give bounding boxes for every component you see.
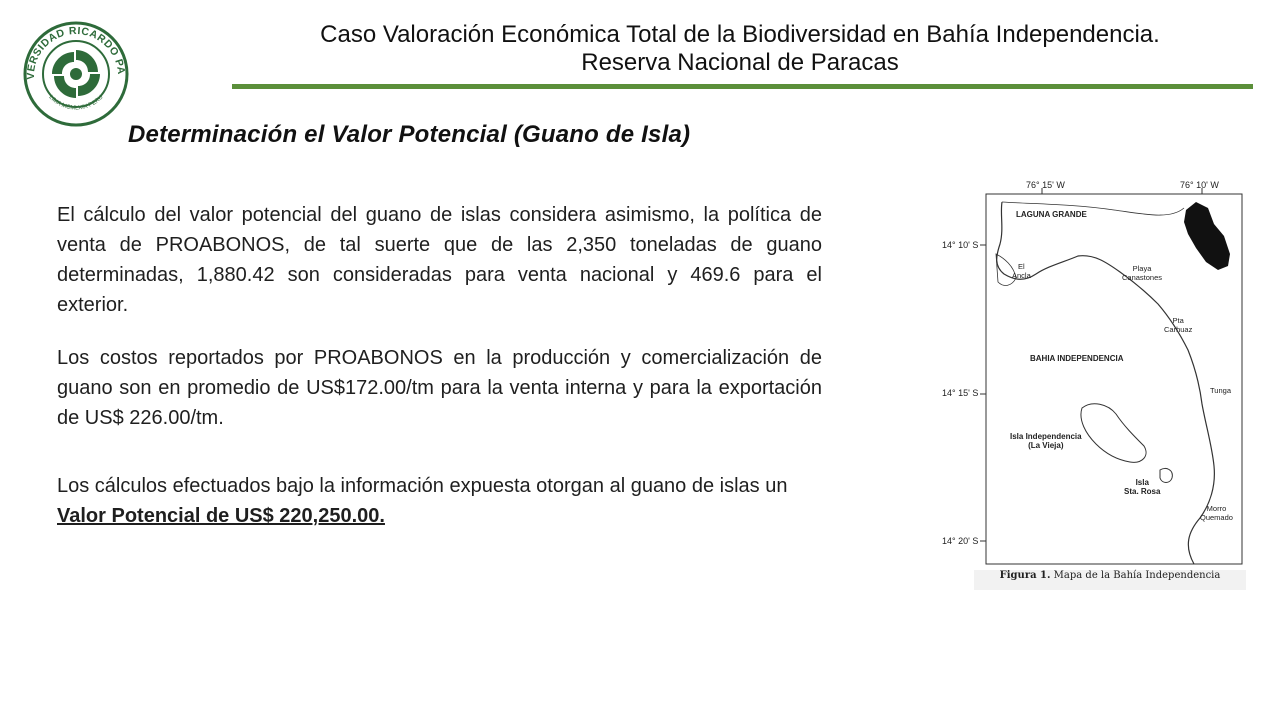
svg-text:LIMA MCMLXIX PERU — [47, 94, 104, 111]
map-lon-label: 76° 15' W — [1026, 180, 1065, 190]
map-place-bahia-independencia: BAHIA INDEPENDENCIA — [1030, 354, 1124, 363]
map-caption — [974, 570, 1246, 581]
map-place-morro-quemado: Morro Quemado — [1200, 504, 1233, 522]
university-seal-icon — [22, 20, 130, 128]
paragraph-production-costs: Los costos reportados por PROABONOS en la producción y comercialización de guano son en promedio de US$172.00/tm para la venta interna y para la exportación de US$ 226.00/tm. — [57, 347, 822, 429]
paragraph-potential-value-lead: Los cálculos efectuados bajo la información expuesta otorgan al guano de islas un — [57, 475, 788, 497]
section-title: Determinación el Valor Potencial (Guano de Isla) — [128, 121, 691, 148]
bay-map-figure — [942, 174, 1246, 590]
map-place-isla-independencia: Isla Independencia (La Vieja) — [1010, 432, 1082, 450]
map-caption-text: Mapa de la Bahía Independencia — [1050, 570, 1221, 581]
header-title-line1: Caso Valoración Económica Total de la Biodiversidad en Bahía Independencia. — [320, 21, 1160, 48]
university-logo — [22, 20, 130, 128]
map-lon-label: 76° 10' W — [1180, 180, 1219, 190]
map-place-el-ancla: El Ancla — [1012, 262, 1031, 280]
map-lat-label: 14° 10' S — [942, 240, 979, 250]
map-caption-label: Figura 1. — [999, 570, 1051, 581]
logo-motto: LIMA MCMLXIX PERU — [47, 94, 105, 112]
potential-value-highlight: Valor Potencial de US$ 220,250.00. — [57, 505, 385, 527]
logo-ring-text: VERSIDAD RICARDO PA — [24, 24, 128, 80]
paragraph-potential-value — [57, 471, 822, 531]
header-divider — [232, 84, 1253, 89]
map-place-playa-canastones: Playa Canastones — [1122, 264, 1163, 282]
map-place-laguna-grande: LAGUNA GRANDE — [1016, 210, 1087, 219]
presentation-header — [230, 21, 1250, 77]
map-place-tunga: Tunga — [1210, 386, 1231, 395]
map-lat-label: 14° 20' S — [942, 536, 979, 546]
header-title-line2: Reserva Nacional de Paracas — [581, 49, 899, 76]
map-place-isla-sta-rosa: Isla Sta. Rosa — [1124, 478, 1161, 496]
paragraph-guano-sales-policy: El cálculo del valor potencial del guano de islas considera asimismo, la política de venta de PROABONOS, de tal suerte que de las 2,350 toneladas de guano determinadas, 1,880.42 son consideradas para venta nacional y 469.6 para el exterior. — [57, 204, 822, 316]
map-place-pta-carhuaz: Pta Carhuaz — [1164, 316, 1193, 334]
map-lat-label: 14° 15' S — [942, 388, 979, 398]
